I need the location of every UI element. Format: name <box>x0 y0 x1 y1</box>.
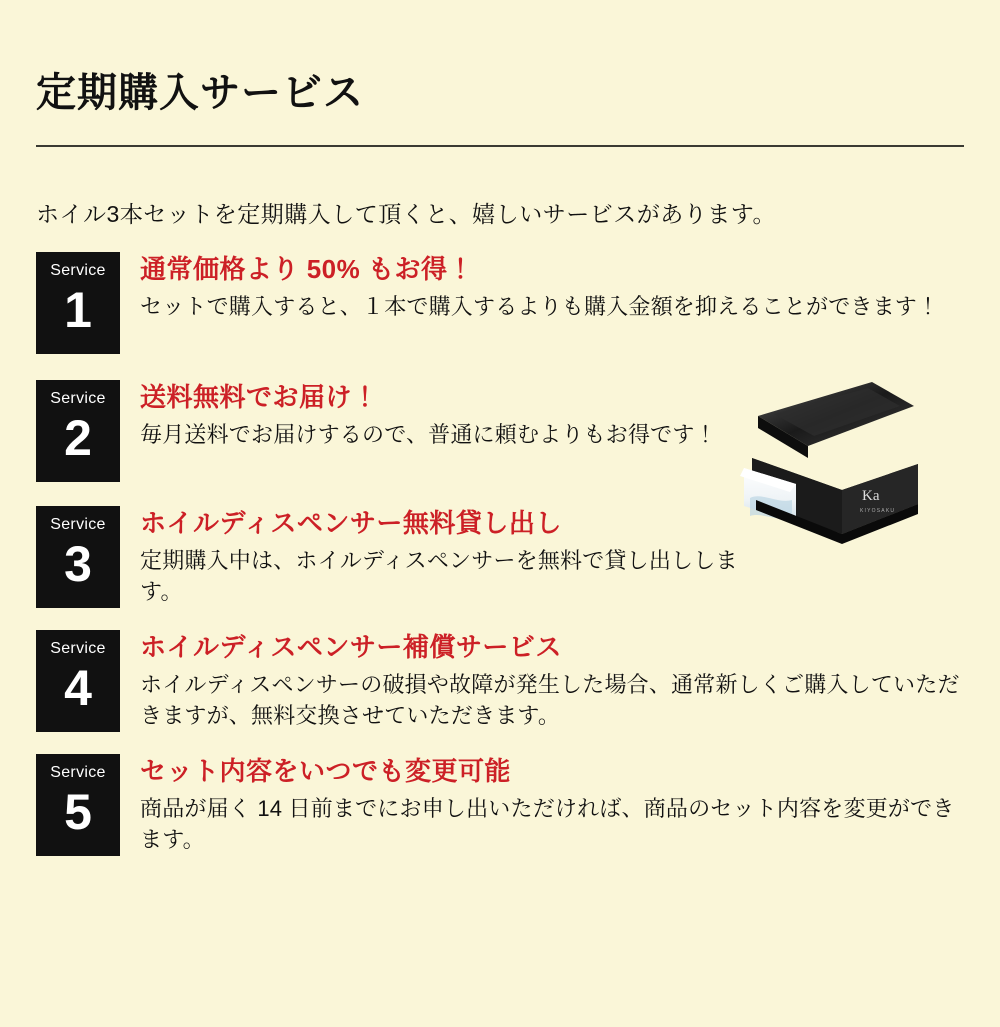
service-badge-1 <box>36 252 120 354</box>
service-content-4 <box>140 630 970 732</box>
service-badge-3 <box>36 506 120 608</box>
badge-word: Service <box>50 515 106 533</box>
service-body-1: セットで購入すると、１本で購入するよりも購入金額を抑えることができます！ <box>140 293 940 319</box>
service-content-2 <box>140 380 750 450</box>
service-heading-3: ホイルディスペンサー無料貸し出し <box>140 507 562 538</box>
badge-number: 1 <box>64 281 92 338</box>
service-body-5: 商品が届く 14 日前までにお申し出いただければ、商品のセット内容を変更ができます。 <box>140 795 955 853</box>
service-badge-2 <box>36 380 120 482</box>
lead-text: ホイル3本セットを定期購入して頂くと、嬉しいサービスがあります。 <box>36 200 776 227</box>
service-body-4: ホイルディスペンサーの破損や故障が発生した場合、通常新しくご購入していただきますが、無料交換させていただきます。 <box>140 671 960 729</box>
badge-word: Service <box>50 639 106 657</box>
service-body-2: 毎月送料でお届けするので、普通に頼むよりもお得です！ <box>140 421 717 447</box>
service-heading-2: 送料無料でお届け！ <box>140 381 379 412</box>
subscription-service-page <box>0 27 1000 1027</box>
service-body-3: 定期購入中は、ホイルディスペンサーを無料で貸し出しします。 <box>140 547 738 605</box>
badge-number: 5 <box>64 783 92 840</box>
service-item-2 <box>36 380 970 482</box>
brand-sub: KIYOSAKU <box>860 507 896 514</box>
badge-number: 3 <box>64 535 92 592</box>
service-item-4 <box>36 630 970 732</box>
title-divider <box>36 145 964 147</box>
service-content-3 <box>140 506 750 608</box>
badge-word: Service <box>50 763 106 781</box>
service-content-5 <box>140 754 970 856</box>
service-list <box>0 252 1000 856</box>
service-item-1 <box>36 252 970 354</box>
service-item-5 <box>36 754 970 856</box>
service-content-1 <box>140 252 970 322</box>
badge-number: 2 <box>64 409 92 466</box>
service-badge-4 <box>36 630 120 732</box>
page-title: 定期購入サービス <box>36 70 364 115</box>
service-heading-5: セット内容をいつでも変更可能 <box>140 755 512 786</box>
badge-number: 4 <box>64 659 92 716</box>
badge-word: Service <box>50 261 106 279</box>
service-heading-4: ホイルディスペンサー補償サービス <box>140 631 562 662</box>
service-item-3 <box>36 506 970 608</box>
service-badge-5 <box>36 754 120 856</box>
badge-word: Service <box>50 389 106 407</box>
brand-label: Ka <box>862 487 880 504</box>
service-heading-1: 通常価格より 50% もお得！ <box>140 253 474 284</box>
